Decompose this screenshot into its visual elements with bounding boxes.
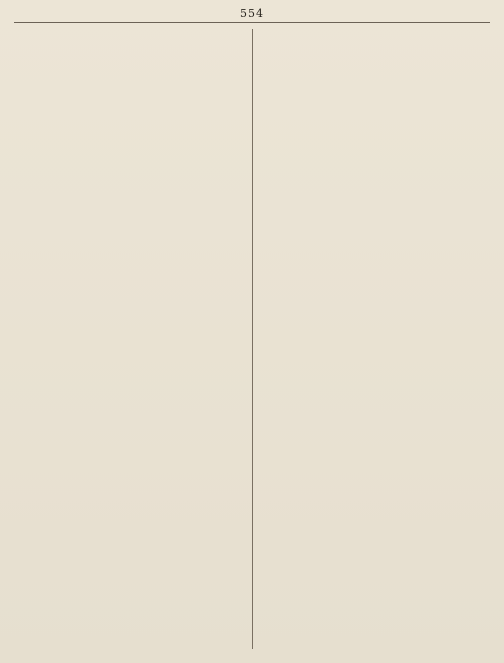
header-rule bbox=[14, 22, 490, 23]
page-header bbox=[14, 6, 490, 20]
page-number: 554 bbox=[240, 6, 264, 20]
right-column bbox=[263, 29, 491, 649]
left-column bbox=[14, 29, 242, 649]
text-columns bbox=[14, 29, 490, 649]
column-divider bbox=[252, 29, 253, 649]
